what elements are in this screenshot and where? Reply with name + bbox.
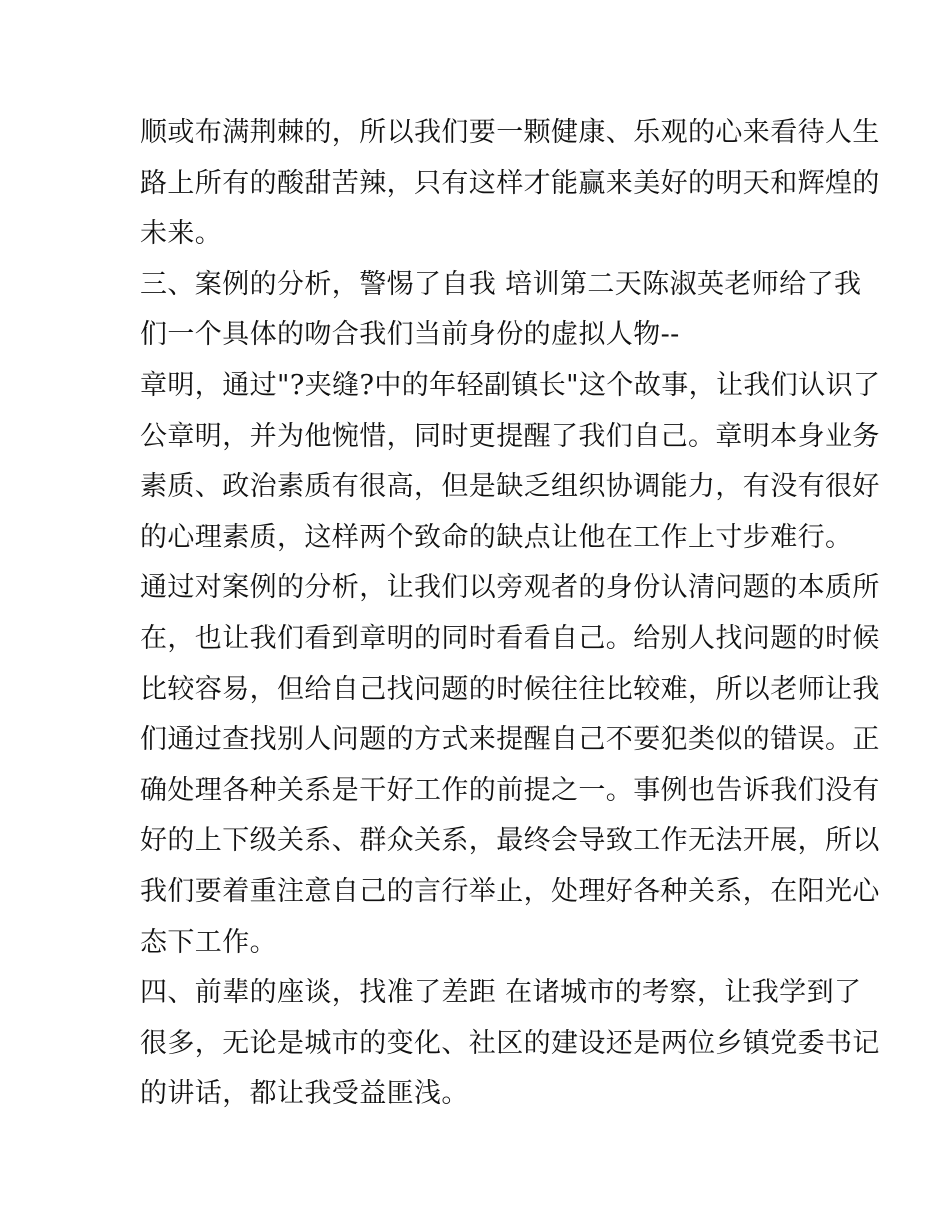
- text-line: 我们要着重注意自己的言行举止，处理好各种关系，在阳光心: [140, 875, 880, 907]
- text-line: 通过对案例的分析，让我们以旁观者的身份认清问题的本质所: [140, 572, 880, 604]
- text-line: 们一个具体的吻合我们当前身份的虚拟人物--: [140, 319, 680, 351]
- text-line: 章明，通过"?夹缝?中的年轻副镇长"这个故事，让我们认识了: [140, 369, 881, 401]
- text-line: 们通过查找别人问题的方式来提醒自己不要犯类似的错误。正: [140, 724, 880, 756]
- text-line: 路上所有的酸甜苦辣，只有这样才能赢来美好的明天和辉煌的: [140, 167, 880, 199]
- text-line: 的讲话，都让我受益匪浅。: [140, 1078, 469, 1110]
- text-line: 确处理各种关系是干好工作的前提之一。事例也告诉我们没有: [140, 774, 880, 806]
- text-line: 公章明，并为他惋惜，同时更提醒了我们自己。章明本身业务: [140, 420, 880, 452]
- text-line: 素质、政治素质有很高，但是缺乏组织协调能力，有没有很好: [140, 471, 880, 503]
- body-text: [140, 108, 881, 1120]
- text-line: 好的上下级关系、群众关系，最终会导致工作无法开展，所以: [140, 825, 880, 857]
- text-line: 未来。: [140, 218, 223, 250]
- text-line: 顺或布满荆棘的，所以我们要一颗健康、乐观的心来看待人生: [140, 117, 880, 148]
- text-line: 态下工作。: [140, 926, 277, 958]
- text-line: 很多，无论是城市的变化、社区的建设还是两位乡镇党委书记: [140, 1027, 880, 1059]
- text-line: 比较容易，但给自己找问题的时候往往比较难，所以老师让我: [140, 673, 880, 705]
- text-line: 的心理素质，这样两个致命的缺点让他在工作上寸步难行。: [140, 521, 853, 553]
- text-line: 在，也让我们看到章明的同时看看自己。给别人找问题的时候: [140, 622, 880, 654]
- section-heading-line: 三、案例的分析，警惕了自我 培训第二天陈淑英老师给了我: [140, 268, 862, 300]
- section-heading-line: 四、前辈的座谈，找准了差距 在诸城市的考察，让我学到了: [140, 977, 862, 1009]
